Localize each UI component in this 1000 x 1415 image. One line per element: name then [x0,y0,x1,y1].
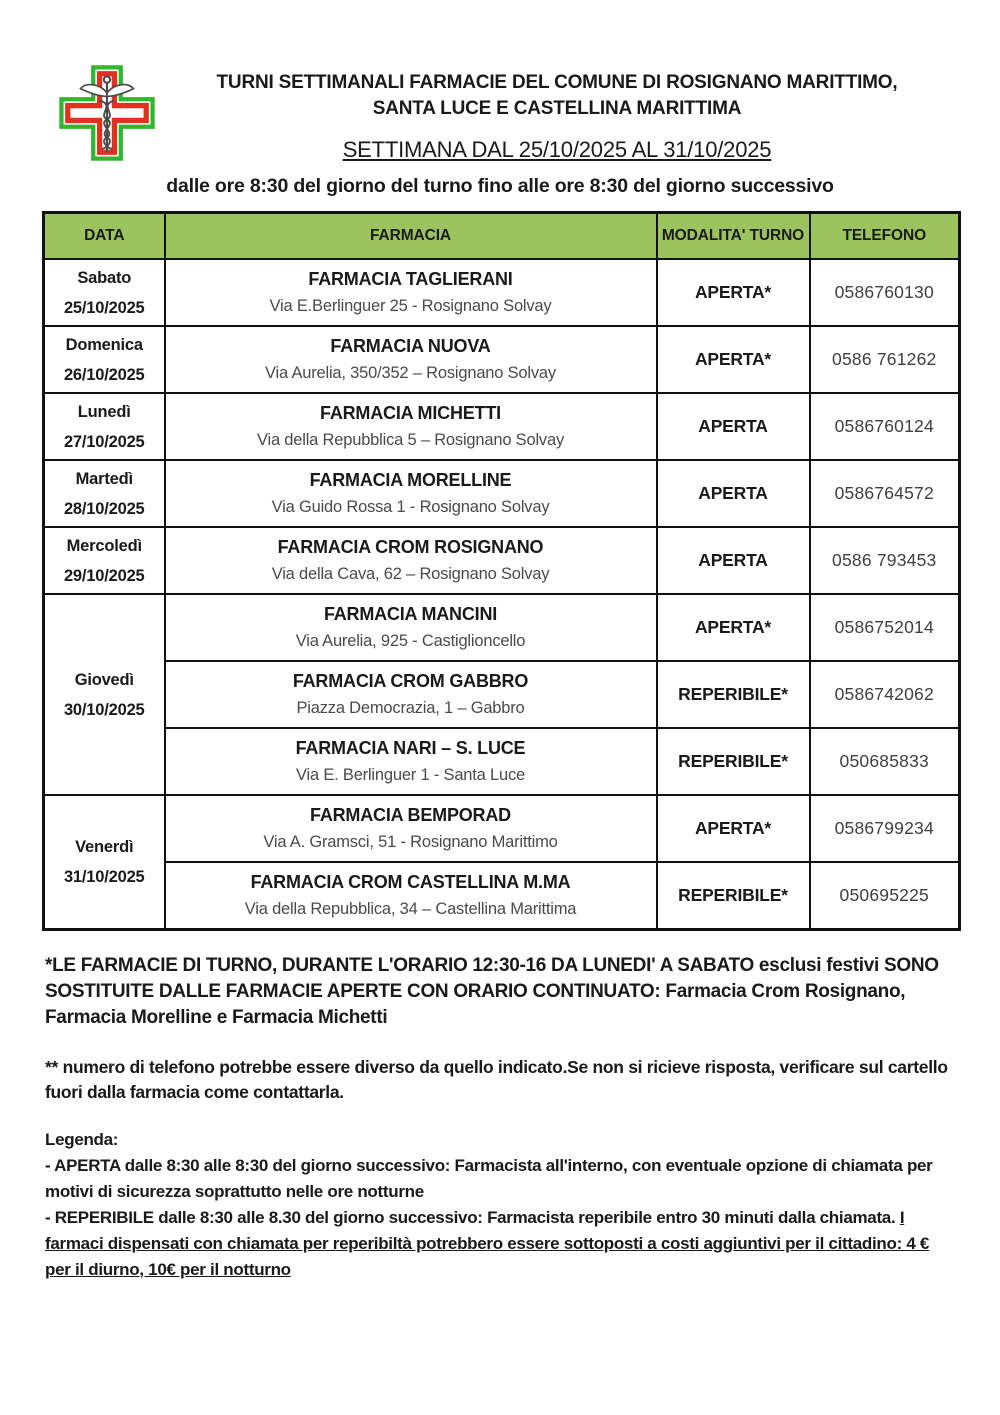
pharmacy-cell [165,326,657,393]
pharmacy-name: FARMACIA CROM GABBRO [292,671,529,691]
column-header-data: DATA [44,213,165,260]
title-block [160,60,954,163]
pharmacy-address: Via della Cava, 62 – Rosignano Solvay [271,565,550,583]
column-header-modalita-turno: MODALITA' TURNO [657,213,810,260]
shift-mode: REPERIBILE* [657,728,810,795]
date-cell [44,393,165,460]
date-cell [44,460,165,527]
pharmacy-cell [165,527,657,594]
phone-number: 0586752014 [810,594,960,661]
date-cell [44,594,165,795]
day-label: Sabato [77,268,132,287]
date-label: 27/10/2025 [63,432,145,451]
column-header-farmacia: FARMACIA [165,213,657,260]
table-row [44,460,960,527]
day-label: Giovedì [74,670,134,689]
day-label: Lunedì [77,402,131,421]
table-row [44,661,960,728]
footnotes-section [45,953,957,1283]
table-row [44,862,960,929]
pharmacy-cell [165,594,657,661]
pharmacy-address: Via Aurelia, 350/352 – Rosignano Solvay [265,364,556,382]
table-row [44,393,960,460]
pharmacy-cell [165,393,657,460]
pharmacy-address: Via E. Berlinguer 1 - Santa Luce [295,766,526,784]
pharmacy-cell [165,728,657,795]
phone-number: 0586 793453 [810,527,960,594]
phone-number: 0586742062 [810,661,960,728]
day-label: Mercoledì [66,536,142,555]
phone-number: 050685833 [810,728,960,795]
pharmacy-name: FARMACIA BEMPORAD [310,805,511,825]
pharmacy-shift-table [42,211,961,931]
footnote-phone-disclaimer: ** numero di telefono potrebbe essere diverso da quello indicato.Se non si ricieve risposta, verificare sul cartello fuori dalla farmacia come contattarla. [45,1056,948,1102]
legend-reperibile-prefix: - REPERIBILE dalle 8:30 alle 8.30 del giorno successivo: Farmacista reperibile entro 30 minuti dalla chiamata. [45,1207,900,1227]
date-label: 31/10/2025 [63,867,145,886]
shift-mode: APERTA* [657,259,810,326]
day-label: Domenica [65,335,143,354]
table-row [44,795,960,862]
shift-mode: REPERIBILE* [657,661,810,728]
table-row [44,259,960,326]
pharmacy-address: Via E.Berlinguer 25 - Rosignano Solvay [269,297,552,315]
pharmacy-name: FARMACIA NARI – S. LUCE [295,738,526,758]
date-cell [44,259,165,326]
shift-mode: APERTA [657,527,810,594]
day-label: Martedì [75,469,133,488]
shift-mode: REPERIBILE* [657,862,810,929]
shift-mode: APERTA [657,460,810,527]
date-cell [44,326,165,393]
shift-mode: APERTA* [657,594,810,661]
phone-number: 0586799234 [810,795,960,862]
phone-number: 0586760130 [810,259,960,326]
legend-title: Legenda: [45,1129,119,1149]
legend-reperibile-definition [45,1205,957,1283]
pharmacy-address: Via Guido Rossa 1 - Rosignano Solvay [271,498,550,516]
pharmacy-name: FARMACIA CROM ROSIGNANO [277,537,544,557]
table-header-row [44,213,960,260]
day-label: Venerdì [75,837,134,856]
date-label: 29/10/2025 [63,566,145,585]
footnote-open-pharmacies: *LE FARMACIE DI TURNO, DURANTE L'ORARIO 12:30-16 DA LUNEDI' A SABATO esclusi festivi SONO SOSTITUITE DALLE FARMACIE APERTE CON ORARIO CONTINUATO: Farmacia Crom Rosignano, Farmacia Morelline e Farmacia Michetti [45,954,939,1028]
pharmacy-name: FARMACIA MORELLINE [309,470,512,490]
page-title-line1: TURNI SETTIMANALI FARMACIE DEL COMUNE DI ROSIGNANO MARITTIMO, [216,72,898,93]
date-cell [44,527,165,594]
table-row [44,527,960,594]
pharmacy-address: Via A. Gramsci, 51 - Rosignano Marittimo [263,833,558,851]
shift-hours-note: dalle ore 8:30 del giorno del turno fino alle ore 8:30 del giorno successivo [166,175,834,197]
pharmacy-name: FARMACIA TAGLIERANI [308,269,513,289]
table-row [44,728,960,795]
phone-number: 050695225 [810,862,960,929]
date-label: 25/10/2025 [63,298,145,317]
pharmacy-name: FARMACIA NUOVA [330,336,491,356]
page-title-line2: SANTA LUCE E CASTELLINA MARITTIMA [372,98,742,119]
table-row [44,594,960,661]
legend-section [45,1127,957,1283]
pharmacy-address: Via della Repubblica, 34 – Castellina Marittima [244,899,577,918]
pharmacy-cell [165,259,657,326]
shift-mode: APERTA* [657,795,810,862]
column-header-telefono: TELEFONO [810,213,960,260]
date-label: 28/10/2025 [63,499,145,518]
phone-number: 0586760124 [810,393,960,460]
table-row [44,326,960,393]
pharmacy-cell [165,795,657,862]
phone-number: 0586764572 [810,460,960,527]
pharmacy-cross-logo [54,60,160,166]
pharmacy-cell [165,661,657,728]
phone-number: 0586 761262 [810,326,960,393]
shift-mode: APERTA* [657,326,810,393]
pharmacy-cell [165,862,657,929]
shift-mode: APERTA [657,393,810,460]
pharmacy-name: FARMACIA MANCINI [323,604,498,624]
date-label: 30/10/2025 [63,700,145,719]
legend-aperta-definition: - APERTA dalle 8:30 alle 8:30 del giorno successivo: Farmacista all'interno, con eventuale opzione di chiamata per motivi di sicurezza soprattutto nelle ore notturne [45,1155,933,1201]
pharmacy-name: FARMACIA CROM CASTELLINA M.MA [250,871,571,892]
legend-reperibile-costs: I farmaci dispensati con chiamata per reperibiltà potrebbero essere sottoposti a costi aggiuntivi per il cittadino: 4 € per il diurno, 10€ per il notturno [45,1207,930,1279]
pharmacy-name: FARMACIA MICHETTI [320,403,501,423]
pharmacy-address: Via della Repubblica 5 – Rosignano Solvay [256,431,565,449]
pharmacy-address: Piazza Democrazia, 1 – Gabbro [296,699,525,717]
pharmacy-cell [165,460,657,527]
pharmacy-address: Via Aurelia, 925 - Castiglioncello [295,632,526,650]
week-range: SETTIMANA DAL 25/10/2025 AL 31/10/2025 [342,137,772,162]
date-cell [44,795,165,929]
page-header [0,0,1000,166]
date-label: 26/10/2025 [63,365,145,384]
